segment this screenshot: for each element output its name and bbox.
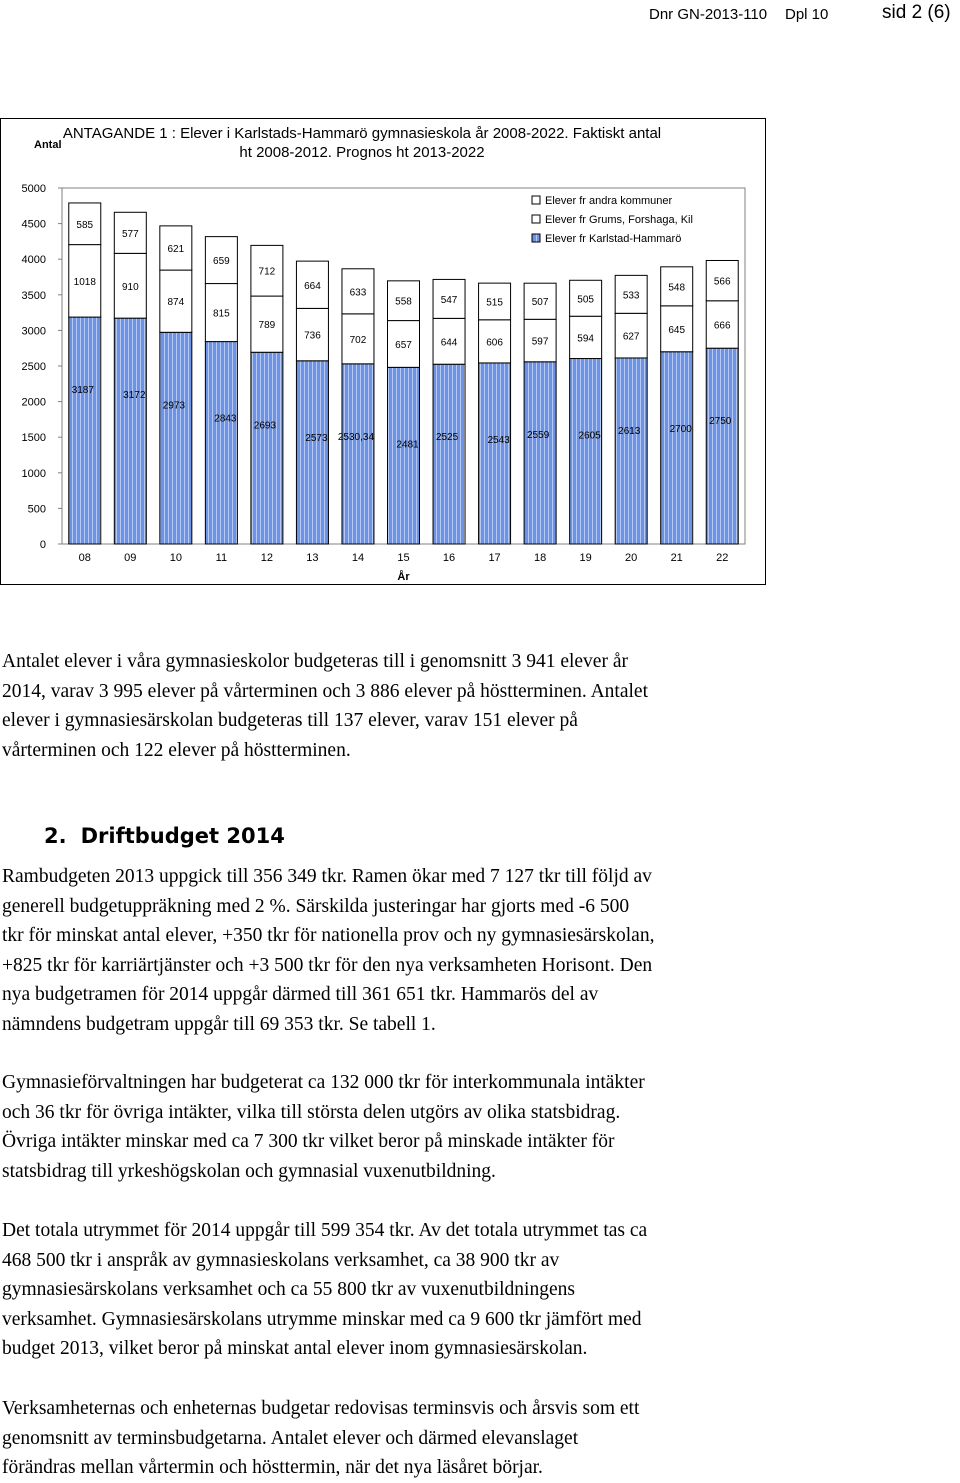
data-label-karlstad-hammaro: 3172 xyxy=(123,390,146,402)
bar-karlstad-hammaro xyxy=(706,348,738,544)
data-label-grums-forshaga-kil: 910 xyxy=(121,281,139,293)
text-line: vårterminen och 122 elever på höstterminen. xyxy=(2,739,351,761)
x-tick-label: 18 xyxy=(533,552,547,564)
x-tick-label: 22 xyxy=(716,552,729,564)
legend-swatch xyxy=(532,234,540,242)
text-line: budget 2013, vilket beror på minskat antal elever inom gymnasiesärskolan. xyxy=(2,1338,588,1359)
data-label-grums-forshaga-kil: 666 xyxy=(713,320,731,332)
data-label-grums-forshaga-kil: 597 xyxy=(531,336,549,348)
text-line: Övriga intäkter minskar med ca 7 300 tkr vilket beror på minskade intäkter för xyxy=(2,1131,615,1152)
text-line: tkr för minskat antal elever, +350 tkr för nationella prov och ny gymnasiesärskolan, xyxy=(2,925,655,946)
y-tick-label: 1500 xyxy=(21,432,46,445)
bar-karlstad-hammaro xyxy=(69,317,101,544)
y-tick-label: 4000 xyxy=(21,254,46,267)
bar-karlstad-hammaro xyxy=(479,363,511,544)
x-tick-label: 08 xyxy=(78,552,91,564)
data-label-andra-kommuner: 507 xyxy=(531,297,549,309)
legend-swatch xyxy=(532,196,540,204)
text-line: och 36 tkr för övriga intäkter, vilka till största delen utgörs av olika statsbidrag. xyxy=(2,1101,621,1123)
data-label-karlstad-hammaro: 2573 xyxy=(305,432,328,444)
text-line: nya budgetramen för 2014 uppgår därmed till 361 651 tkr. Hammarös del av xyxy=(2,984,599,1005)
data-label-andra-kommuner: 664 xyxy=(304,280,321,292)
paragraph-budget-frame xyxy=(2,862,952,1039)
text-line: statsbidrag till yrkeshögskolan och gymnasial vuxenutbildning. xyxy=(2,1160,496,1182)
paragraph-reporting xyxy=(2,1394,952,1483)
bar-karlstad-hammaro xyxy=(524,362,556,544)
paragraph-total-budget xyxy=(2,1216,952,1364)
bar-karlstad-hammaro xyxy=(342,364,374,544)
text-line: genomsnitt av terminsbudgetarna. Antalet elever och därmed elevanslaget xyxy=(2,1427,579,1449)
text-line: 468 500 tkr i anspråk av gymnasieskolans verksamhet, ca 38 900 tkr av xyxy=(2,1249,560,1271)
legend-entry: Elever fr Grums, Forshaga, Kil xyxy=(545,214,693,226)
data-label-grums-forshaga-kil: 594 xyxy=(577,333,594,345)
legend-swatch xyxy=(532,215,540,223)
x-tick-label: 17 xyxy=(488,552,501,564)
section-heading xyxy=(44,824,285,848)
data-label-grums-forshaga-kil: 789 xyxy=(258,320,276,332)
data-label-andra-kommuner: 515 xyxy=(486,297,503,309)
text-line: Verksamheternas och enheternas budgetar redovisas terminsvis och årsvis som ett xyxy=(2,1398,640,1419)
text-line: Antalet elever i våra gymnasieskolor budgeteras till i genomsnitt 3 941 elever år xyxy=(2,651,628,672)
data-label-grums-forshaga-kil: 702 xyxy=(349,334,367,346)
y-tick-label: 4500 xyxy=(21,218,46,231)
x-axis-title: År xyxy=(397,571,410,583)
text-line: nämndens budgetram uppgår till 69 353 tkr. Se tabell 1. xyxy=(2,1013,436,1035)
text-line: generell budgetuppräkning med 2 %. Särskilda justeringar har gjorts med -6 500 xyxy=(2,895,630,917)
y-tick-label: 0 xyxy=(39,539,46,551)
data-label-karlstad-hammaro: 2700 xyxy=(669,423,692,435)
data-label-karlstad-hammaro: 2973 xyxy=(162,400,185,412)
bar-karlstad-hammaro xyxy=(433,364,465,544)
legend-entry: Elever fr andra kommuner xyxy=(545,195,673,207)
document-reference: Dnr GN-2013-110 xyxy=(649,6,768,23)
data-label-andra-kommuner: 533 xyxy=(622,290,640,302)
data-label-grums-forshaga-kil: 606 xyxy=(486,337,503,349)
data-label-andra-kommuner: 621 xyxy=(167,243,185,255)
text-line: verksamhet. Gymnasiesärskolans utrymme minskar med ca 9 600 tkr jämfört med xyxy=(2,1308,642,1330)
text-line: gymnasiesärskolans verksamhet och ca 55 800 tkr av vuxenutbildningens xyxy=(2,1279,575,1300)
x-tick-label: 11 xyxy=(215,552,228,564)
data-label-grums-forshaga-kil: 627 xyxy=(622,331,640,343)
data-label-karlstad-hammaro: 3187 xyxy=(71,385,94,397)
y-tick-label: 5000 xyxy=(21,183,46,195)
data-label-grums-forshaga-kil: 1018 xyxy=(73,276,96,288)
text-line: förändras mellan vårtermin och hösttermin, när det nya läsåret börjar. xyxy=(2,1457,543,1478)
data-label-andra-kommuner: 585 xyxy=(76,219,94,231)
x-tick-label: 12 xyxy=(260,552,274,564)
document-part: Dpl 10 xyxy=(785,6,829,23)
x-tick-label: 13 xyxy=(306,552,319,564)
data-label-grums-forshaga-kil: 736 xyxy=(304,330,321,342)
bar-karlstad-hammaro xyxy=(615,358,647,544)
paragraph-revenue xyxy=(2,1068,952,1186)
bar-karlstad-hammaro xyxy=(388,367,420,544)
data-label-karlstad-hammaro: 2543 xyxy=(487,434,510,446)
x-tick-label: 10 xyxy=(169,552,182,564)
data-label-karlstad-hammaro: 2559 xyxy=(526,429,550,441)
data-label-andra-kommuner: 633 xyxy=(349,287,367,299)
data-label-grums-forshaga-kil: 657 xyxy=(395,339,412,351)
data-label-andra-kommuner: 548 xyxy=(668,282,686,294)
data-label-andra-kommuner: 566 xyxy=(713,276,731,288)
data-label-karlstad-hammaro: 2613 xyxy=(618,425,641,437)
legend-entry: Elever fr Karlstad-Hammarö xyxy=(545,233,682,245)
page-number: sid 2 (6) xyxy=(882,2,951,23)
y-tick-label: 3500 xyxy=(21,289,46,302)
data-label-karlstad-hammaro: 2525 xyxy=(435,432,459,444)
data-label-karlstad-hammaro: 2843 xyxy=(214,413,237,425)
y-tick-label: 1000 xyxy=(21,467,46,480)
data-label-karlstad-hammaro: 2481 xyxy=(396,439,419,451)
text-line: 2014, varav 3 995 elever på vårterminen och 3 886 elever på höstterminen. Antalet xyxy=(2,680,648,702)
paragraph-enrollment xyxy=(2,647,952,765)
stacked-bar-chart xyxy=(0,0,960,600)
x-tick-label: 16 xyxy=(442,552,456,564)
data-label-grums-forshaga-kil: 644 xyxy=(440,337,458,349)
data-label-karlstad-hammaro: 2750 xyxy=(709,416,732,428)
data-label-andra-kommuner: 558 xyxy=(395,296,412,308)
section-number: 2. xyxy=(44,824,67,848)
y-tick-label: 3000 xyxy=(21,325,46,338)
data-label-karlstad-hammaro: 2693 xyxy=(253,420,277,432)
x-tick-label: 21 xyxy=(670,552,683,564)
data-label-karlstad-hammaro: 2530,34 xyxy=(337,431,375,443)
bar-karlstad-hammaro xyxy=(570,359,602,544)
section-title: Driftbudget 2014 xyxy=(80,824,285,848)
y-tick-label: 2000 xyxy=(21,396,46,409)
data-label-karlstad-hammaro: 2605 xyxy=(578,430,601,442)
bar-karlstad-hammaro xyxy=(251,352,283,544)
x-tick-label: 14 xyxy=(351,552,365,564)
chart-title: ANTAGANDE 1 : Elever i Karlstads-Hammarö gymnasieskola år 2008-2022. Faktiskt antal ht 2008-2012. Prognos ht 2013-2022 xyxy=(62,125,662,161)
x-tick-label: 19 xyxy=(579,552,592,564)
data-label-andra-kommuner: 505 xyxy=(577,294,594,306)
text-line: Det totala utrymmet för 2014 uppgår till 599 354 tkr. Av det totala utrymmet tas ca xyxy=(2,1220,648,1241)
data-label-grums-forshaga-kil: 815 xyxy=(213,308,230,320)
text-line: Rambudgeten 2013 uppgick till 356 349 tkr. Ramen ökar med 7 127 tkr till följd av xyxy=(2,866,652,887)
text-line: +825 tkr för karriärtjänster och +3 500 tkr för den nya verksamheten Horisont. Den xyxy=(2,954,653,976)
y-axis-label: Antal xyxy=(34,139,62,151)
bar-karlstad-hammaro xyxy=(661,352,693,544)
text-line: elever i gymnasiesärskolan budgeteras till 137 elever, varav 151 elever på xyxy=(2,710,578,731)
y-tick-label: 2500 xyxy=(21,361,46,373)
data-label-andra-kommuner: 659 xyxy=(213,256,230,268)
y-tick-label: 500 xyxy=(27,503,46,516)
x-tick-label: 09 xyxy=(124,552,137,564)
bar-karlstad-hammaro xyxy=(160,332,192,544)
data-label-grums-forshaga-kil: 874 xyxy=(167,297,185,309)
x-tick-label: 15 xyxy=(397,552,410,564)
data-label-andra-kommuner: 577 xyxy=(121,228,139,240)
data-label-andra-kommuner: 547 xyxy=(440,294,458,306)
bar-karlstad-hammaro xyxy=(205,342,237,544)
bar-karlstad-hammaro xyxy=(114,318,146,544)
data-label-grums-forshaga-kil: 645 xyxy=(668,324,686,336)
data-label-andra-kommuner: 712 xyxy=(258,266,276,278)
text-line: Gymnasieförvaltningen har budgeterat ca 132 000 tkr för interkommunala intäkter xyxy=(2,1072,645,1093)
bar-karlstad-hammaro xyxy=(296,361,328,544)
x-tick-label: 20 xyxy=(625,552,638,564)
